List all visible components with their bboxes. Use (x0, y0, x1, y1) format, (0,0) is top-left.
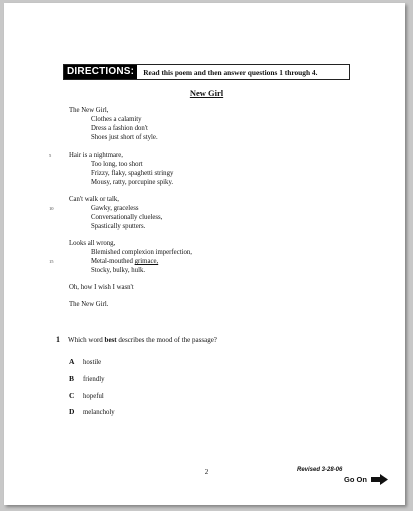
poem-line: Stocky, bulky, hulk. (91, 267, 146, 274)
poem-title: New Girl (189, 88, 224, 98)
page-number: 2 (204, 468, 209, 476)
choice-letter: C (69, 391, 75, 400)
go-on-label: Go On (344, 475, 367, 484)
choice-text: friendly (83, 376, 105, 383)
poem-line: Clothes a calamity (91, 116, 142, 123)
directions-box (63, 64, 350, 80)
poem-line: The New Girl, (69, 107, 109, 114)
answer-choice-c[interactable] (69, 391, 104, 400)
line-number: 5 (49, 153, 52, 158)
choice-text: hostile (83, 359, 102, 366)
answer-choice-b[interactable] (69, 374, 105, 383)
poem-line: Too long, too short (91, 161, 143, 168)
poem-line: Dress a fashion don't (91, 125, 148, 132)
directions-text: Read this poem and then answer questions 1 through 4. (143, 67, 318, 77)
poem-line-text: Metal-mouthed (91, 258, 135, 265)
question-text-before: Which word (68, 336, 105, 344)
poem-line: Mousy, ratty, porcupine spiky. (91, 179, 174, 186)
answer-choice-d[interactable] (69, 407, 115, 416)
choice-letter: B (69, 374, 75, 383)
go-on-indicator[interactable] (344, 474, 388, 485)
arrow-right-icon (371, 474, 388, 485)
poem-line: Shoes just short of style. (91, 134, 158, 141)
poem-line: Conversationally clueless, (91, 214, 163, 221)
question (56, 335, 217, 344)
poem-line (91, 257, 158, 266)
answer-choice-a[interactable] (69, 357, 101, 366)
choice-letter: D (69, 407, 75, 416)
poem-line: Hair is a nightmare, (69, 152, 123, 159)
revised-date: Revised 3-28-06 (297, 467, 343, 473)
choice-text: melancholy (83, 409, 115, 416)
choice-text: hopeful (83, 393, 104, 400)
poem-line: Looks all wrong, (69, 240, 116, 247)
question-text-after: describes the mood of the passage? (116, 336, 217, 344)
directions-label: DIRECTIONS: (64, 65, 137, 79)
question-number: 1 (56, 335, 60, 344)
poem-line: Frizzy, flaky, spaghetti stringy (91, 170, 174, 177)
poem-line: The New Girl. (69, 301, 109, 308)
question-emphasis: best (104, 336, 117, 344)
choice-letter: A (69, 357, 75, 366)
underlined-word: grimace, (134, 258, 159, 265)
poem-line: Gawky, graceless (91, 205, 139, 212)
line-number: 15 (49, 259, 54, 264)
poem-line: Oh, how I wish I wasn't (69, 284, 134, 291)
line-number: 10 (49, 206, 54, 211)
poem-line: Can't walk or talk, (69, 196, 119, 203)
poem-line: Blemished complexion imperfection, (91, 249, 192, 256)
poem-line: Spastically sputters. (91, 223, 146, 230)
